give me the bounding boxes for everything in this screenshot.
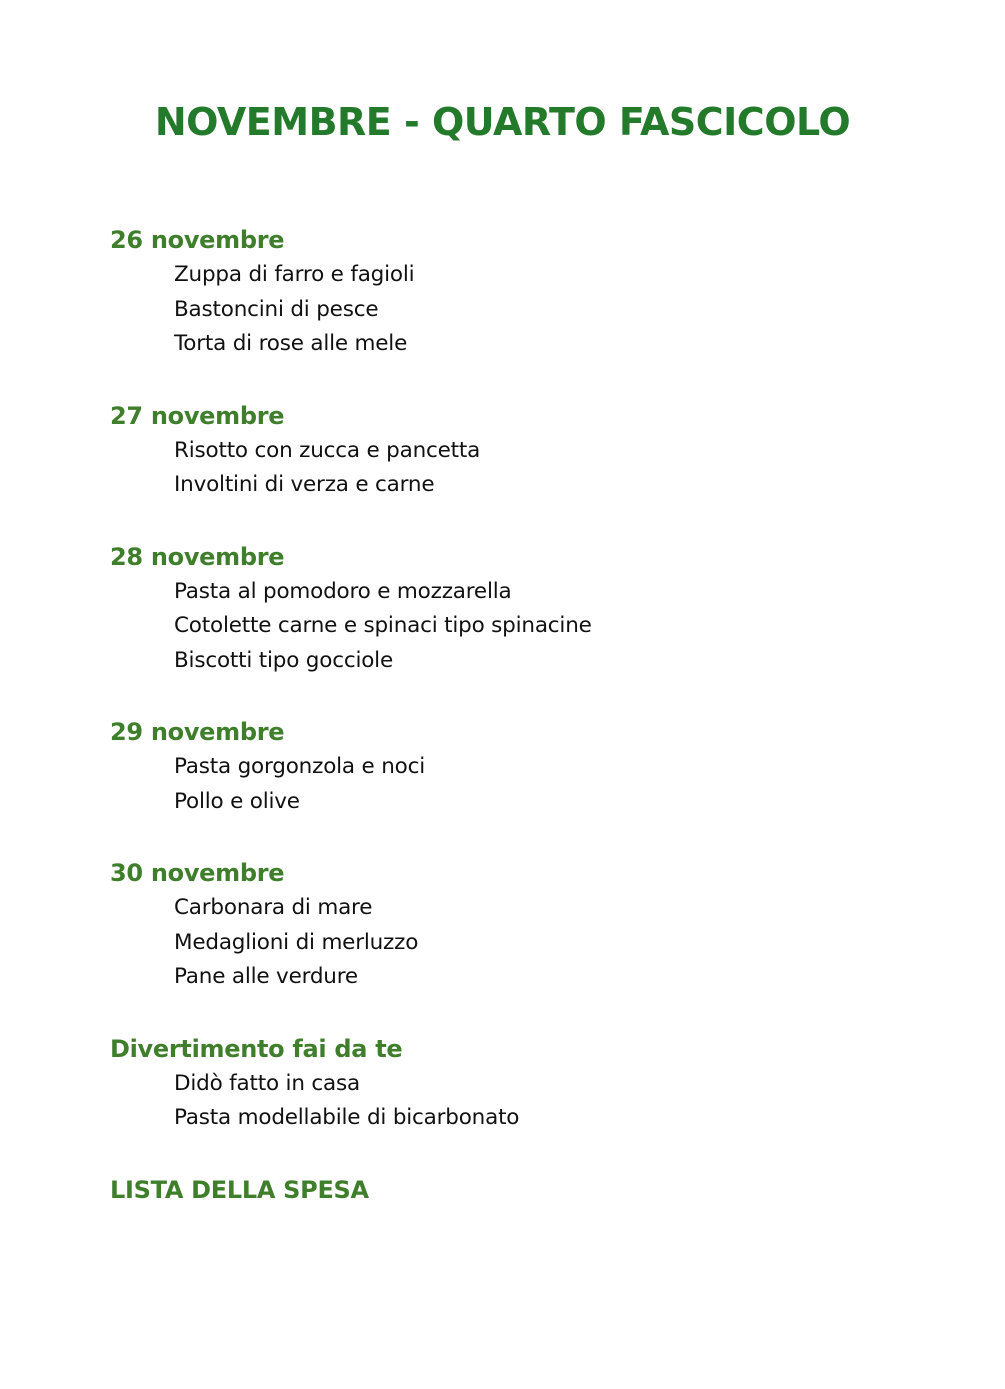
shopping-list-heading[interactable]: LISTA DELLA SPESA [110,1175,369,1204]
menu-content [110,222,930,1244]
recipe-item[interactable]: Zuppa di farro e fagioli [174,262,415,287]
recipe-item[interactable]: Torta di rose alle mele [174,331,408,356]
recipe-item[interactable]: Pasta al pomodoro e mozzarella [174,578,512,604]
recipe-list [110,575,930,679]
section-heading[interactable]: 26 novembre [110,226,285,254]
recipe-item[interactable]: Pane alle verdure [174,964,358,989]
section-heading[interactable]: 27 novembre [110,401,285,430]
section-divertimento [110,1031,930,1136]
recipe-list [110,434,930,503]
recipe-item[interactable]: Cotolette carne e spinaci tipo spinacine [174,613,592,638]
recipe-item[interactable]: Risotto con zucca e pancetta [174,437,481,463]
recipe-list [110,891,930,995]
recipe-item[interactable]: Pasta gorgonzola e noci [174,754,425,779]
activity-list [110,1067,930,1136]
activity-item[interactable]: Didò fatto in casa [174,1070,360,1096]
section-heading[interactable]: 29 novembre [110,718,285,746]
recipe-list [110,258,930,362]
recipe-item[interactable]: Carbonara di mare [174,895,373,920]
recipe-item[interactable]: Bastoncini di pesce [174,296,379,322]
section-29-novembre [110,714,930,819]
recipe-item[interactable]: Involtini di verza e carne [174,472,435,497]
section-heading[interactable]: 28 novembre [110,542,285,571]
section-lista-spesa [110,1172,930,1208]
recipe-item[interactable]: Pollo e olive [174,788,300,814]
recipe-item[interactable]: Medaglioni di merluzzo [174,929,419,955]
section-30-novembre [110,855,930,995]
recipe-list [110,750,930,819]
section-27-novembre [110,398,930,503]
section-heading[interactable]: Divertimento fai da te [110,1034,403,1063]
recipe-item[interactable]: Biscotti tipo gocciole [174,647,393,673]
activity-item[interactable]: Pasta modellabile di bicarbonato [174,1105,520,1130]
section-heading[interactable]: 30 novembre [110,859,285,887]
section-26-novembre [110,222,930,362]
page-title: NOVEMBRE - QUARTO FASCICOLO [154,100,851,144]
section-28-novembre [110,539,930,679]
